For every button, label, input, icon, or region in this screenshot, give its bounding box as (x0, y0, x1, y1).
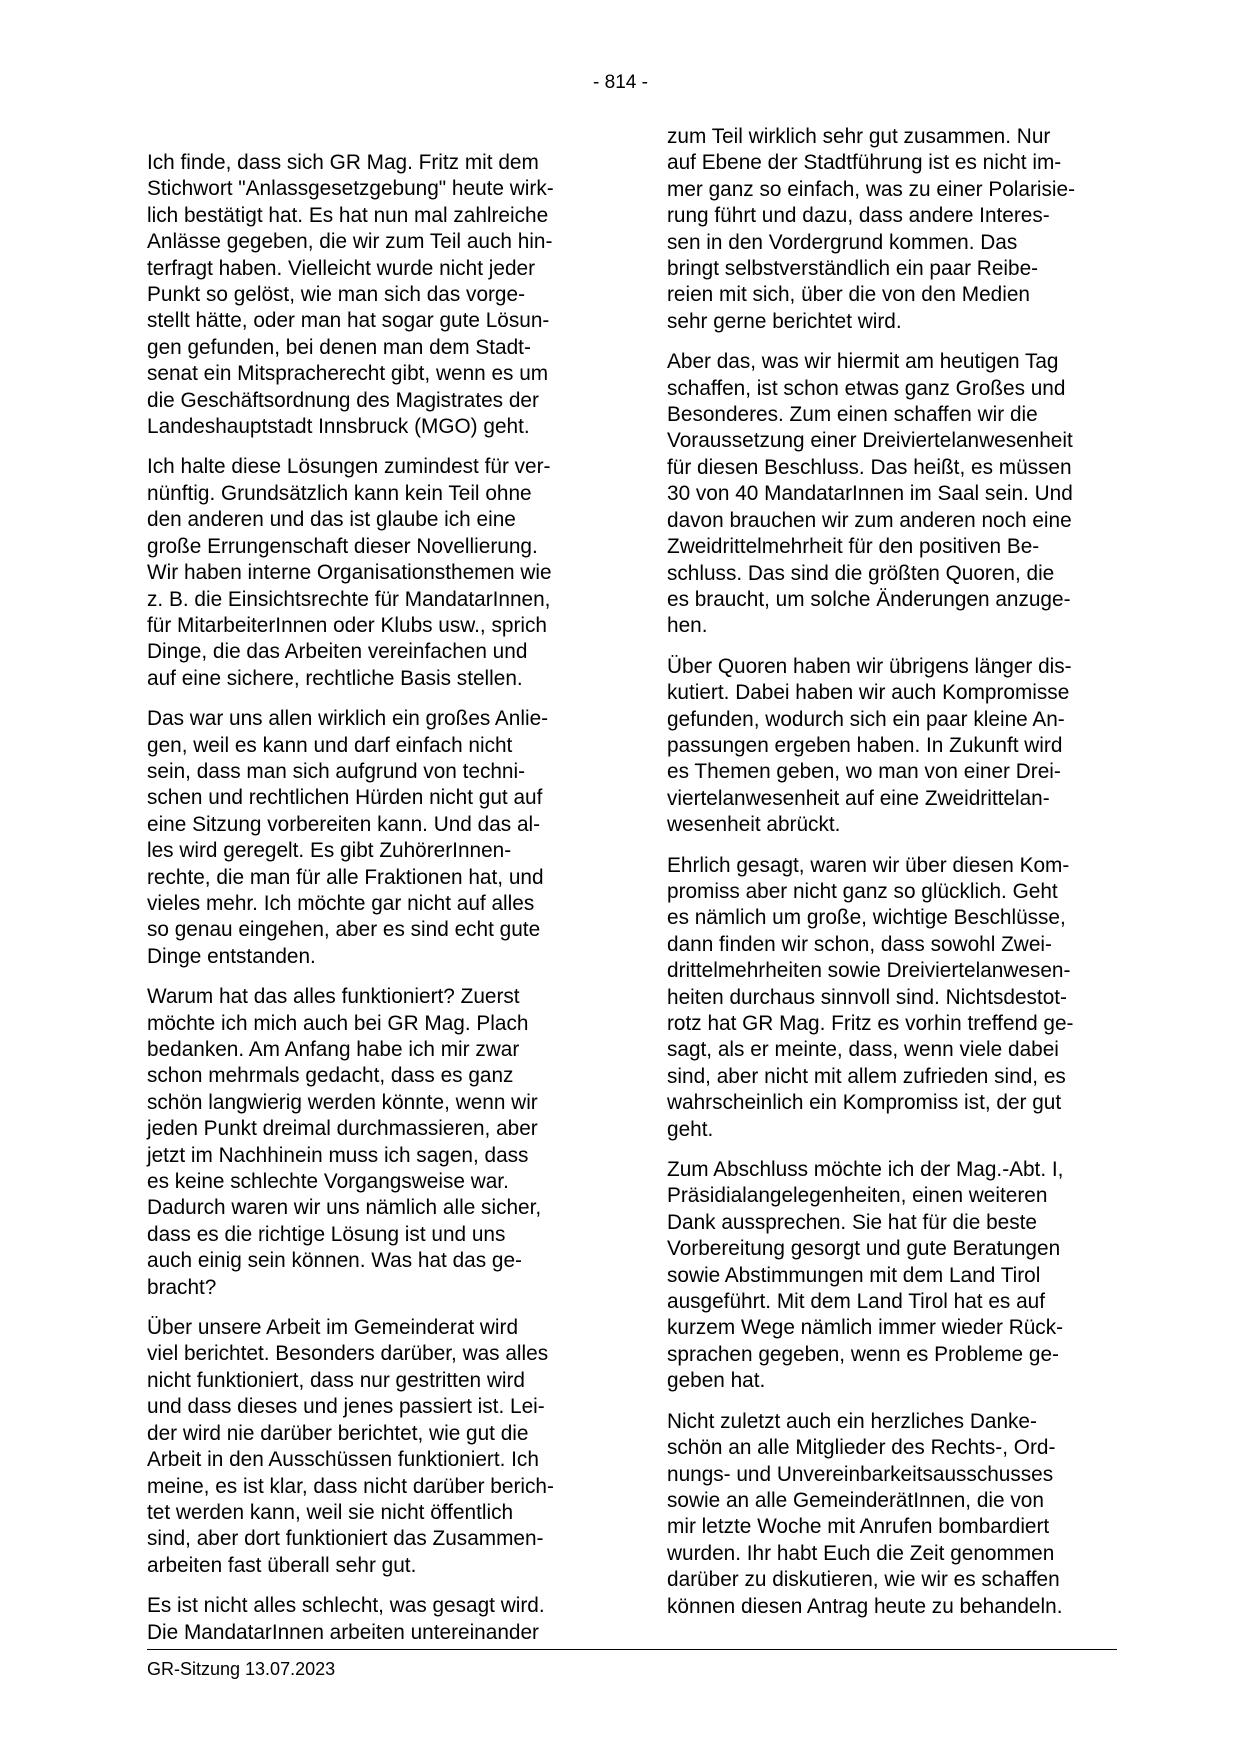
footer-divider (147, 1649, 1117, 1650)
page-number: - 814 - (593, 72, 648, 93)
paragraph: Ich halte diese Lösungen zumindest für ver- nünftig. Grundsätzlich kann kein Teil ohne den anderen und das ist glaube ich eine große Errungenschaft dieser Novellierung. Wir haben interne Organisationsthemen wie z. B. die Einsichtsrechte für MandatarInnen, für MitarbeiterInnen oder Klubs usw., sprich Dinge, die das Arbeiten vereinfachen und auf eine sichere, rechtliche Basis stellen. (147, 455, 552, 690)
paragraph: Warum hat das alles funktioniert? Zuerst möchte ich mich auch bei GR Mag. Plach bedanken. Am Anfang habe ich mir zwar schon mehrmals gedacht, dass es ganz schön langwierig werden könnte, wenn wir jeden Punkt dreimal durchmassieren, aber jetzt im Nachhinein muss ich sagen, dass es keine schlechte Vorgangsweise war. Dadurch waren wir uns nämlich alle sicher, dass es die richtige Lösung ist und uns auch einig sein können. Was hat das ge- bracht? (147, 985, 542, 1299)
paragraph: Ich finde, dass sich GR Mag. Fritz mit dem Stichwort "Anlassgesetzgebung" heute wirk- lich bestätigt hat. Es hat nun mal zahlreiche Anlässe gegeben, die wir zum Teil auch hin- terfragt haben. Vielleicht wurde nicht jeder Punkt so gelöst, wie man sich das vorge- stellt hätte, oder man hat sogar gute Lösun- gen gefunden, bei denen man dem Stadt- senat ein Mitspracherecht gibt, wenn es um die Geschäftsordnung des Magistrates der Landeshauptstadt Innsbruck (MGO) geht. (147, 151, 554, 439)
paragraph: Über Quoren haben wir übrigens länger dis- kutiert. Dabei haben wir auch Kompromisse gefunden, wodurch sich ein paar kleine An- passungen ergeben haben. In Zukunft wird es Themen geben, wo man von einer Drei- viertelanwesenheit auf eine Zweidrittelan- wesenheit abrückt. (667, 654, 1072, 837)
paragraph: zum Teil wirklich sehr gut zusammen. Nur auf Ebene der Stadtführung ist es nicht im- mer ganz so einfach, was zu einer Polarisie- rung führt und dazu, dass andere Interes- sen in den Vordergrund kommen. Das bringt selbstverständlich ein paar Reibe- reien mit sich, über die von den Medien sehr gerne berichtet wird. (667, 125, 1076, 333)
paragraph: Über unsere Arbeit im Gemeinderat wird viel berichtet. Besonders darüber, was alles nicht funktioniert, dass nur gestritten wird und dass dieses und jenes passiert ist. Lei- der wird nie darüber berichtet, wie gut die Arbeit in den Ausschüssen funktioniert. Ich meine, es ist klar, dass nicht darüber berich- tet werden kann, weil sie nicht öffentlich sind, aber dort funktioniert das Zusammen- arbeiten fast überall sehr gut. (147, 1316, 554, 1577)
paragraph: Zum Abschluss möchte ich der Mag.-Abt. I, Präsidialangelegenheiten, einen weiteren Dank aussprechen. Sie hat für die beste Vorbereitung gesorgt und gute Beratungen sowie Abstimmungen mit dem Land Tirol ausgeführt. Mit dem Land Tirol hat es auf kurzem Wege nämlich immer wieder Rück- sprachen gegeben, wenn es Probleme ge- geben hat. (667, 1158, 1064, 1393)
paragraph: Nicht zuletzt auch ein herzliches Danke- schön an alle Mitglieder des Rechts-, Ord- nungs- und Unvereinbarkeitsausschusses sowie an alle GemeinderätInnen, die von mir letzte Woche mit Anrufen bombardiert wurden. Ihr habt Euch die Zeit genommen darüber zu diskutieren, wie wir es schaffen können diesen Antrag heute zu behandeln. (667, 1409, 1063, 1618)
paragraph: Das war uns allen wirklich ein großes Anlie- gen, weil es kann und darf einfach nicht sein, dass man sich aufgrund von techni- schen und rechtlichen Hürden nicht gut auf eine Sitzung vorbereiten kann. Und das al- les wird geregelt. Es gibt ZuhörerInnen- rechte, die man für alle Fraktionen hat, und vieles mehr. Ich möchte gar nicht auf alles so genau eingehen, aber es sind echt gute Dinge entstanden. (147, 707, 549, 968)
footer-text: GR-Sitzung 13.07.2023 (147, 1659, 336, 1679)
paragraph: Aber das, was wir hiermit am heutigen Tag schaffen, ist schon etwas ganz Großes und Besonderes. Zum einen schaffen wir die Voraussetzung einer Dreiviertelanwesenheit für diesen Beschluss. Das heißt, es müssen 30 von 40 MandatarInnen im Saal sein. Und davon brauchen wir zum anderen noch eine Zweidrittelmehrheit für den positiven Be- schluss. Das sind die größten Quoren, die es braucht, um solche Änderungen anzuge- hen. (667, 350, 1073, 638)
left-column (147, 150, 599, 1660)
right-column (667, 125, 1119, 1634)
paragraph: Ehrlich gesagt, waren wir über diesen Kom- promiss aber nicht ganz so glücklich. Geht es nämlich um große, wichtige Beschlüsse, dann finden wir schon, dass sowohl Zwei- drittelmehrheiten sowie Dreiviertelanwesen- heiten durchaus sinnvoll sind. Nichtsdestot- rotz hat GR Mag. Fritz es vorhin treffend ge- sagt, als er meinte, dass, wenn viele dabei sind, aber nicht mit allem zufrieden sind, es wahrscheinlich ein Kompromiss ist, der gut geht. (667, 853, 1074, 1141)
paragraph: Es ist nicht alles schlecht, was gesagt wird. Die MandatarInnen arbeiten untereinander (147, 1594, 545, 1644)
